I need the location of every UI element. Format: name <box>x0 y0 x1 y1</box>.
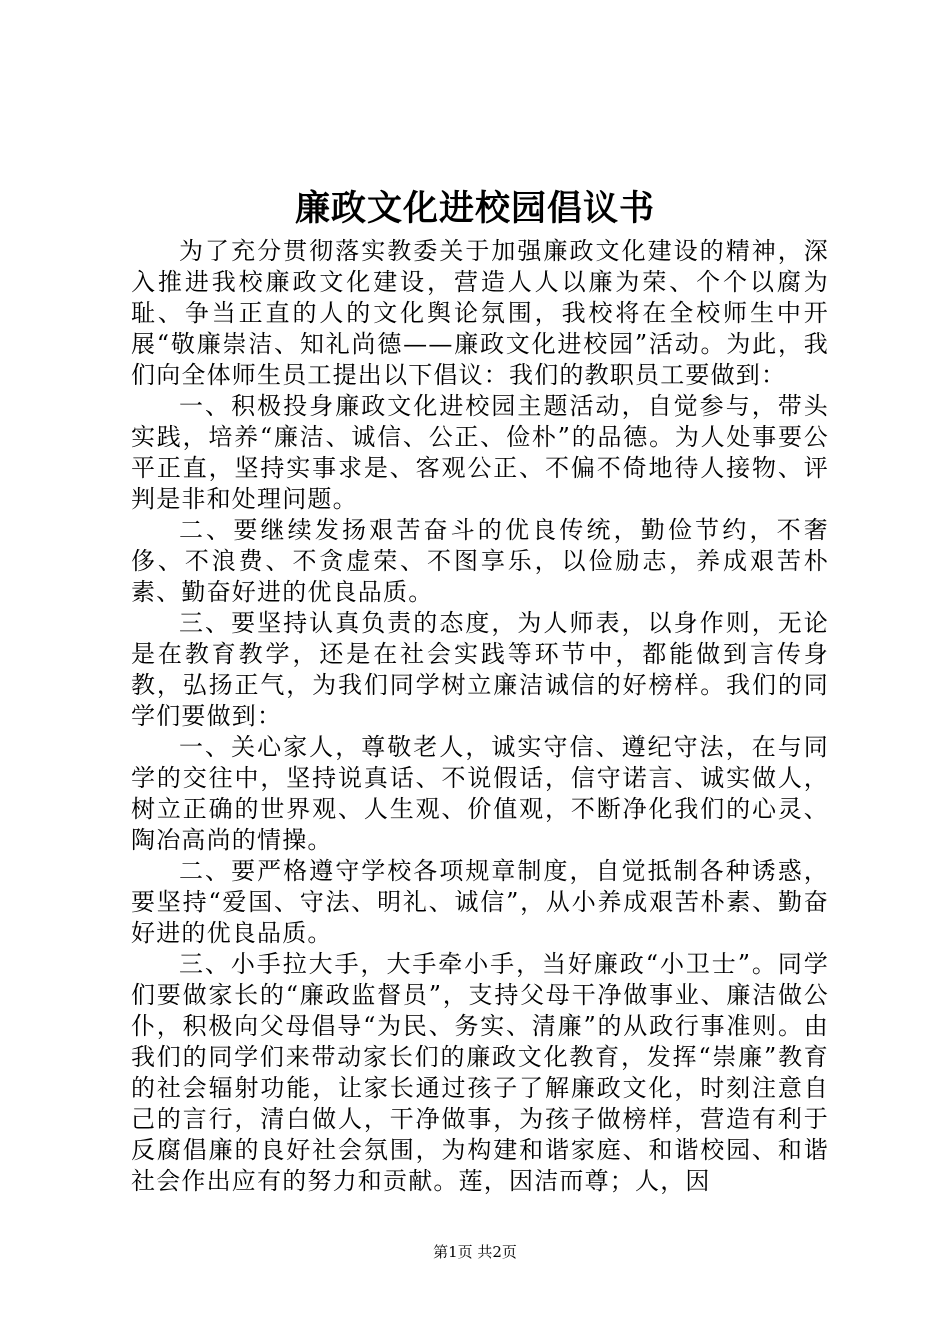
paragraph-staff-1: 一、积极投身廉政文化进校园主题活动，自觉参与，带头实践，培养“廉洁、诚信、公正、俭朴”的品德。为人处事要公平正直，坚持实事求是、客观公正、不偏不倚地待人接物、评判是非和处理问题。 <box>131 392 829 513</box>
paragraph-student-1: 一、关心家人，尊敬老人，诚实守信、遵纪守法，在与同学的交往中，坚持说真话、不说假话，信守诺言、诚实做人，树立正确的世界观、人生观、价值观，不断净化我们的心灵、陶冶高尚的情操。 <box>131 733 829 854</box>
document-title: 廉政文化进校园倡议书 <box>294 188 655 229</box>
paragraph-staff-3: 三、要坚持认真负责的态度，为人师表，以身作则，无论是在教育教学，还是在社会实践等环节中，都能做到言传身教，弘扬正气，为我们同学树立廉洁诚信的好榜样。我们的同学们要做到： <box>131 609 829 730</box>
paragraph-student-3: 三、小手拉大手，大手牵小手，当好廉政“小卫士”。同学们要做家长的“廉政监督员”，支持父母干净做事业、廉洁做公仆，积极向父母倡导“为民、务实、清廉”的从政行事准则。由我们的同学们来带动家长们的廉政文化教育，发挥“崇廉”教育的社会辐射功能，让家长通过孩子了解廉政文化，时刻注意自己的言行，清白做人，干净做事，为孩子做榜样，营造有利于反腐倡廉的良好社会氛围，为构建和谐家庭、和谐校园、和谐社会作出应有的努力和贡献。莲，因洁而尊；人，因 <box>131 950 829 1195</box>
paragraph-intro: 为了充分贯彻落实教委关于加强廉政文化建设的精神，深入推进我校廉政文化建设，营造人人以廉为荣、个个以腐为耻、争当正直的人的文化舆论氛围，我校将在全校师生中开展“敬廉崇洁、知礼尚德——廉政文化进校园”活动。为此，我们向全体师生员工提出以下倡议：我们的教职员工要做到： <box>131 237 829 389</box>
paragraph-student-2: 二、要严格遵守学校各项规章制度，自觉抵制各种诱惑，要坚持“爱国、守法、明礼、诚信”，从小养成艰苦朴素、勤奋好进的优良品质。 <box>131 857 829 947</box>
paragraph-staff-2: 二、要继续发扬艰苦奋斗的优良传统，勤俭节约，不奢侈、不浪费、不贪虚荣、不图享乐，以俭励志，养成艰苦朴素、勤奋好进的优良品质。 <box>131 516 829 606</box>
page-number-footer: 第1页 共2页 <box>433 1243 517 1261</box>
document-body <box>131 236 829 1197</box>
